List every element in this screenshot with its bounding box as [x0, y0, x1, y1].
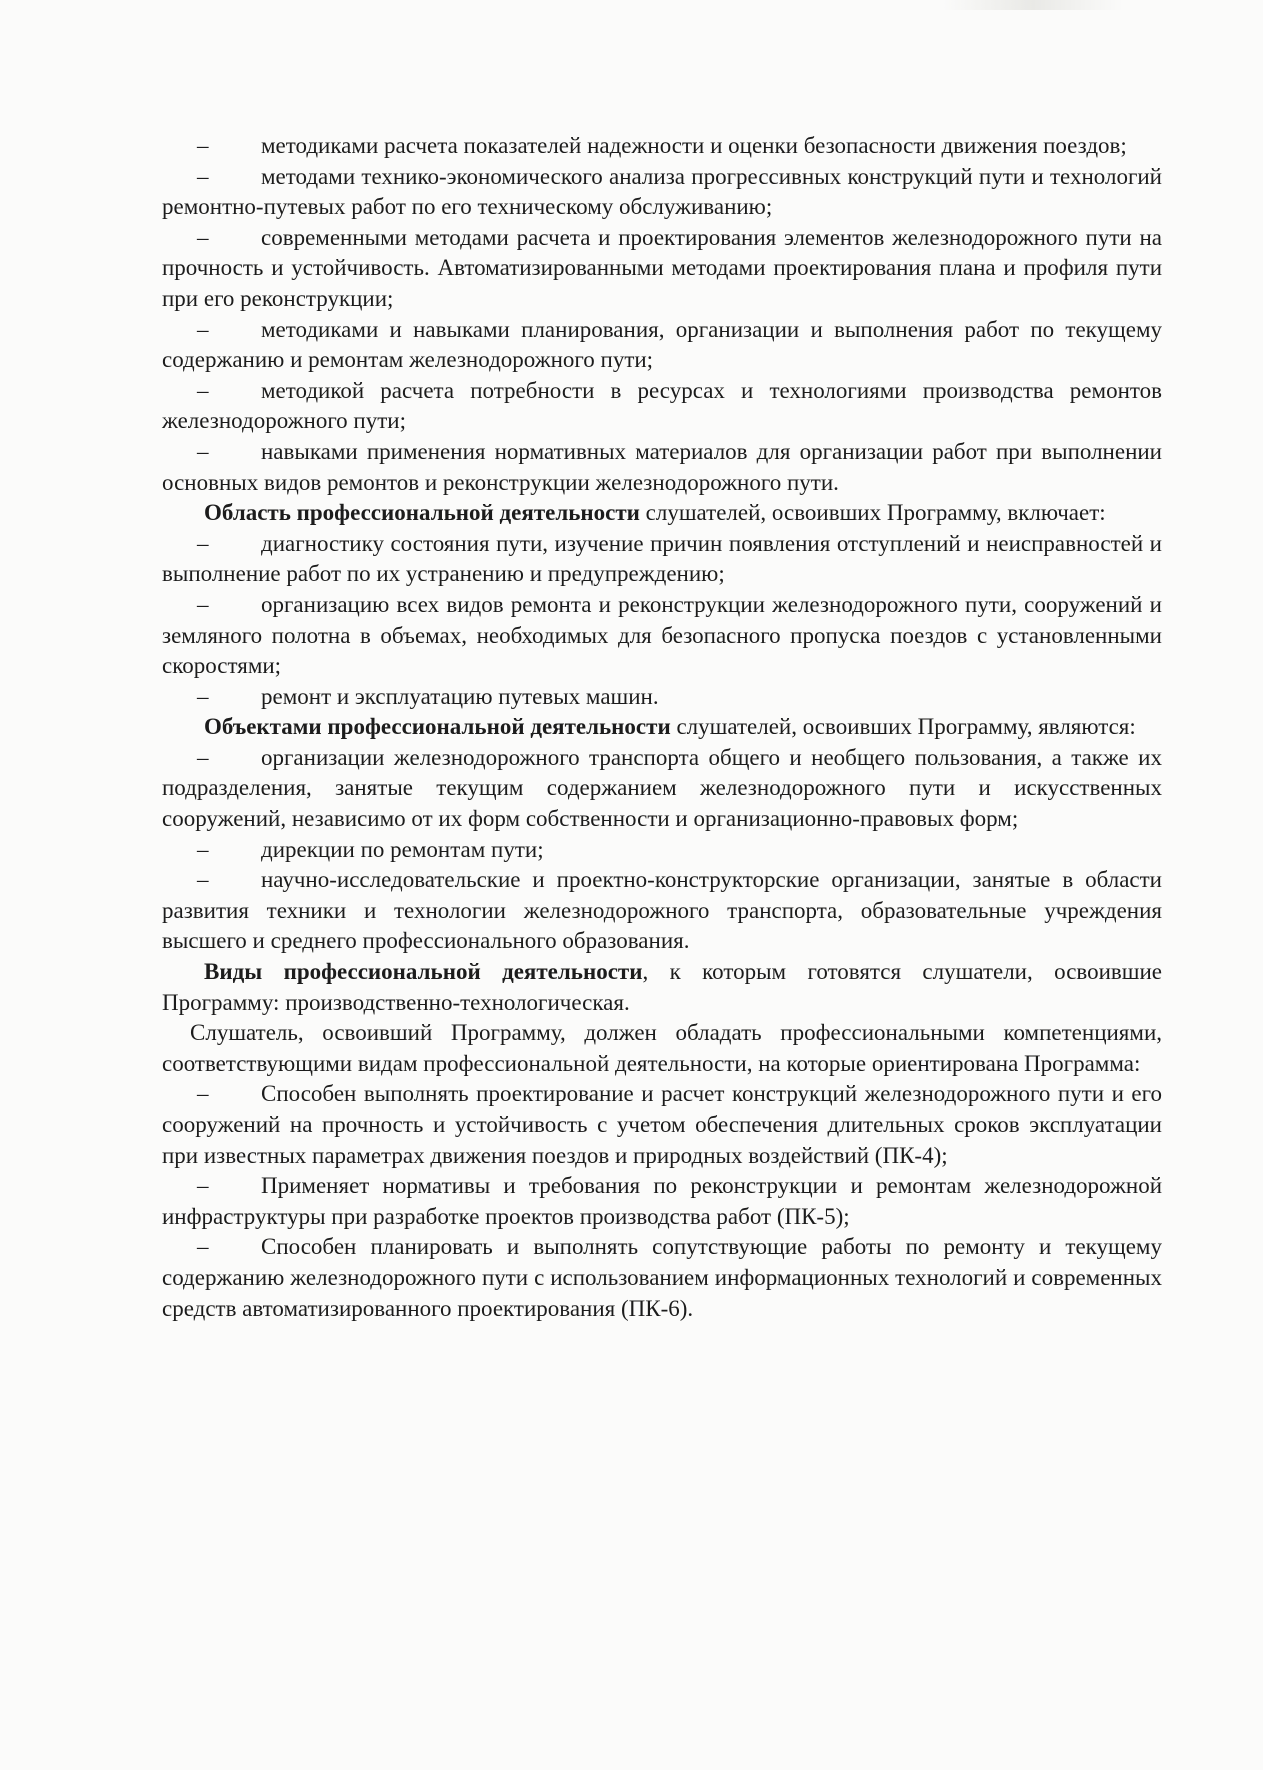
list-item: – дирекции по ремонтам пути;	[162, 835, 1162, 866]
list-item: – научно-исследовательские и проектно-конструкторские организации, занятые в области развития техники и технологии железнодорожного транспорта, образовательные учреждения высшего и среднего профессионального образования.	[162, 867, 1162, 954]
list-item: – методами технико-экономического анализа прогрессивных конструкций пути и технологий ремонтно-путевых работ по его техническому обслуживанию;	[162, 163, 1162, 220]
list-item: – методикой расчета потребности в ресурсах и технологиями производства ремонтов железнодорожного пути;	[162, 377, 1162, 434]
list-item: – современными методами расчета и проектирования элементов железнодорожного пути на прочность и устойчивость. Автоматизированными методами проектирования плана и профиля пути при его реконструкции;	[162, 224, 1162, 311]
list-item: – диагностику состояния пути, изучение причин появления отступлений и неисправностей и выполнение работ по их устранению и предупреждению;	[162, 530, 1162, 587]
dash: –	[197, 836, 209, 862]
list-item: – Способен планировать и выполнять сопутствующие работы по ремонту и текущему содержанию железнодорожного пути с использованием информационных технологий и современных средств автоматизированного проектирования (ПК-6).	[162, 1234, 1162, 1321]
list-item: – организации железнодорожного транспорта общего и необщего пользования, а также их подразделения, занятые текущим содержанием железнодорожного пути и искусственных сооружений, независимо от их форм собственности и организационно-правовых форм;	[162, 744, 1162, 832]
listener-paragraph: Слушатель, освоивший Программу, должен обладать профессиональными компетенциями, соответствующими видам профессиональной деятельности, на которые ориентирована Программа:	[162, 1020, 1162, 1076]
dash: –	[197, 377, 209, 403]
dash: –	[197, 224, 209, 250]
list-item: – организацию всех видов ремонта и реконструкции железнодорожного пути, сооружений и земляного полотна в объемах, необходимых для безопасного пропуска поездов с установленными скоростями;	[162, 591, 1162, 679]
area-paragraph: Область профессиональной деятельности слушателей, освоивших Программу, включает:	[204, 500, 1106, 526]
list-item: – ремонт и эксплуатацию путевых машин.	[162, 682, 1162, 713]
dash: –	[197, 1081, 209, 1107]
list-item: – Применяет нормативы и требования по реконструкции и ремонтам железнодорожной инфраструктуры при разработке проектов производства работ (ПК-5);	[162, 1173, 1162, 1229]
area-heading: Область профессиональной деятельности	[204, 500, 640, 526]
dash: –	[197, 163, 209, 189]
scan-artifact	[943, 0, 1123, 10]
list-item: – навыками применения нормативных материалов для организации работ при выполнении основных видов ремонтов и реконструкции железнодорожного пути.	[162, 438, 1162, 495]
kinds-heading: Виды профессиональной деятельности	[204, 959, 643, 985]
dash: –	[197, 867, 209, 893]
dash: –	[197, 1234, 209, 1260]
kinds-paragraph: Виды профессиональной деятельности, к которым готовятся слушатели, освоившие Программу: производственно-технологическая.	[162, 959, 1162, 1015]
dash: –	[197, 530, 209, 556]
dash: –	[197, 316, 209, 342]
list-item: – методиками расчета показателей надежности и оценки безопасности движения поездов;	[162, 131, 1162, 162]
dash: –	[197, 683, 209, 709]
dash: –	[197, 744, 209, 770]
list-item: – Способен выполнять проектирование и расчет конструкций железнодорожного пути и его сооружений на прочность и устойчивость с учетом обеспечения длительных сроков эксплуатации при известных параметрах движения поездов и природных воздействий (ПК-4);	[162, 1081, 1162, 1168]
objects-heading: Объектами профессиональной деятельности	[204, 714, 671, 740]
objects-paragraph: Объектами профессиональной деятельности слушателей, освоивших Программу, являются:	[204, 714, 1136, 740]
dash: –	[197, 591, 209, 617]
document-body	[162, 131, 1162, 1324]
dash: –	[197, 1173, 209, 1199]
list-item: – методиками и навыками планирования, организации и выполнения работ по текущему содержанию и ремонтам железнодорожного пути;	[162, 316, 1162, 373]
dash: –	[197, 133, 209, 158]
dash: –	[197, 438, 209, 464]
